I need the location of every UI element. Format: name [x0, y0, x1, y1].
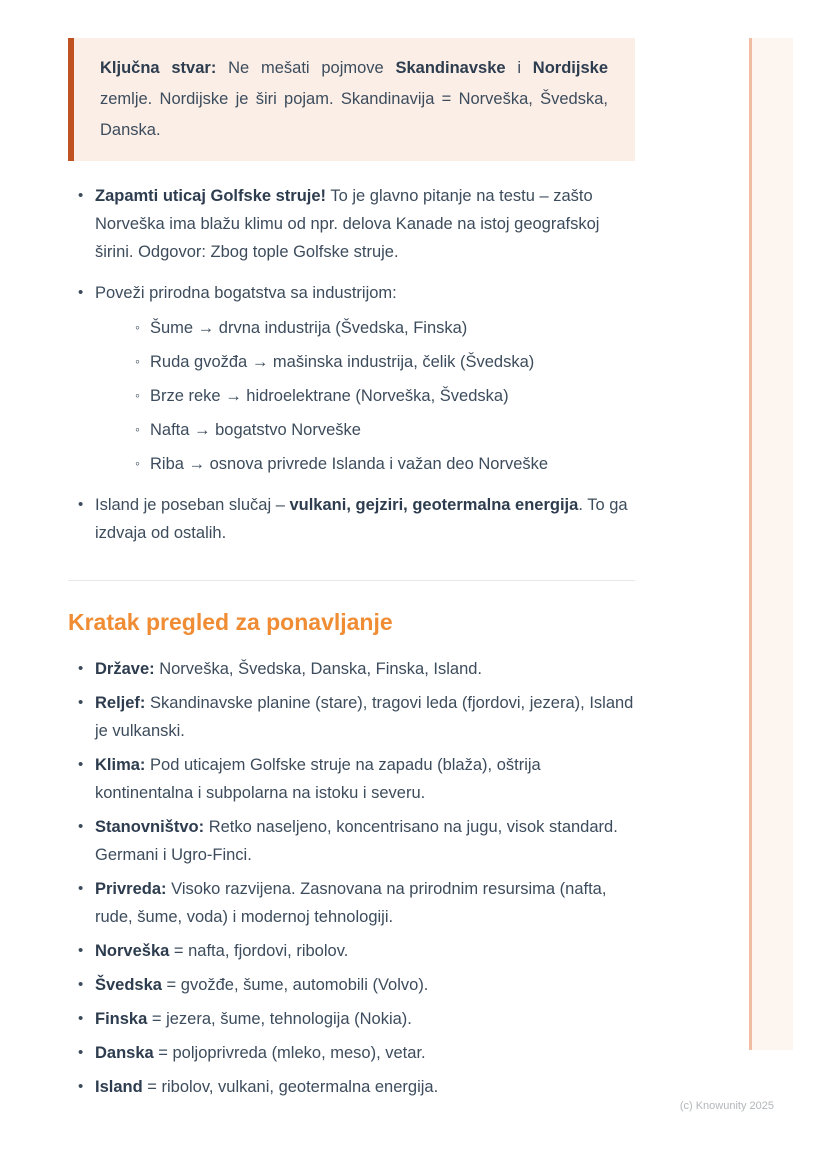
bullet-icon: • — [78, 942, 84, 959]
item-text: Retko naseljeno, koncentrisano na jugu, visok standard. Germani i Ugro-Finci. — [95, 818, 618, 864]
review-list — [68, 655, 635, 1101]
item-text: Skandinavske planine (stare), tragovi leda (fjordovi, jezera), Island je vulkanski. — [95, 694, 634, 740]
list-item — [68, 751, 635, 807]
decorative-stripe — [749, 38, 793, 1050]
bullet-icon: • — [78, 694, 84, 711]
callout-text-3: zemlje. Nordijske je širi pojam. Skandinavija = Norveška, Švedska, Danska. — [100, 90, 608, 139]
item-text: = poljoprivreda (mleko, meso), vetar. — [153, 1044, 426, 1062]
sublist-item — [95, 382, 635, 410]
sub-bullet-icon: ◦ — [135, 319, 140, 335]
bullet-icon: • — [78, 818, 84, 835]
list-item — [68, 875, 635, 931]
list-item — [68, 655, 635, 683]
list-item — [68, 813, 635, 869]
callout-label: Ključna stvar: — [100, 59, 217, 77]
item-bold: vulkani, gejziri, geotermalna energija — [289, 496, 579, 514]
notes-list — [68, 182, 635, 547]
list-item — [68, 937, 635, 965]
bullet-icon: • — [78, 976, 84, 993]
item-text: Visoko razvijena. Zasnovana na prirodnim resursima (nafta, rude, šume, voda) i modernoj tehnologiji. — [95, 880, 607, 926]
item-text: Pod uticajem Golfske struje na zapadu (blaža), oštrija kontinentalna i subpolarna na istoku i severu. — [95, 756, 541, 802]
page-content — [68, 38, 635, 1107]
list-item — [68, 279, 635, 478]
item-text: = ribolov, vulkani, geotermalna energija. — [142, 1078, 439, 1096]
bullet-icon: • — [78, 756, 84, 773]
list-item — [68, 491, 635, 547]
item-text: = jezera, šume, tehnologija (Nokia). — [147, 1010, 412, 1028]
subitem-text: Ruda gvožđa → mašinska industrija, čelik (Švedska) — [150, 353, 535, 371]
item-bold: Zapamti uticaj Golfske struje! — [95, 187, 327, 205]
item-label: Stanovništvo: — [95, 818, 205, 836]
item-label: Privreda: — [95, 880, 167, 898]
bullet-icon: • — [78, 496, 84, 513]
sub-bullet-icon: ◦ — [135, 353, 140, 369]
section-title: Kratak pregled za ponavljanje — [68, 609, 393, 635]
item-text: To je glavno pitanje na testu – zašto Norveška ima blažu klimu od npr. delova Kanade na istoj geografskoj širini. Odgovor: Zbog tople Golfske struje. — [95, 187, 600, 261]
bullet-icon: • — [78, 660, 84, 677]
item-label: Island — [95, 1078, 143, 1096]
list-item — [68, 1005, 635, 1033]
item-text: = nafta, fjordovi, ribolov. — [169, 942, 349, 960]
bullet-icon: • — [78, 187, 84, 204]
subitem-text: Brze reke → hidroelektrane (Norveška, Švedska) — [150, 387, 509, 405]
list-item — [68, 689, 635, 745]
bullet-icon: • — [78, 284, 84, 301]
item-text: = gvožđe, šume, automobili (Volvo). — [161, 976, 429, 994]
sub-bullet-icon: ◦ — [135, 455, 140, 471]
list-item — [68, 1039, 635, 1067]
section-divider — [68, 580, 635, 581]
subitem-text: Riba → osnova privrede Islanda i važan deo Norveške — [150, 455, 549, 473]
sub-bullet-icon: ◦ — [135, 387, 140, 403]
subitem-text: Šume → drvna industrija (Švedska, Finska) — [150, 319, 468, 337]
item-text: . To ga izdvaja od ostalih. — [95, 496, 628, 542]
list-item — [68, 1073, 635, 1101]
item-label: Norveška — [95, 942, 170, 960]
callout-bold-1: Skandinavske — [395, 59, 506, 77]
list-item — [68, 182, 635, 266]
callout-bold-2: Nordijske — [532, 59, 608, 77]
bullet-icon: • — [78, 1044, 84, 1061]
sub-bullet-icon: ◦ — [135, 421, 140, 437]
item-label: Finska — [95, 1010, 148, 1028]
item-text: Island je poseban slučaj – — [95, 496, 290, 514]
item-label: Švedska — [95, 976, 162, 994]
callout-text-2: i — [505, 59, 533, 77]
bullet-icon: • — [78, 1010, 84, 1027]
sublist-item — [95, 450, 635, 478]
bullet-icon: • — [78, 880, 84, 897]
item-label: Reljef: — [95, 694, 146, 712]
item-label: Danska — [95, 1044, 154, 1062]
sublist-item — [95, 314, 635, 342]
callout-text-1: Ne mešati pojmove — [216, 59, 396, 77]
item-text: Poveži prirodna bogatstva sa industrijom: — [95, 284, 397, 302]
item-label: Države: — [95, 660, 155, 678]
bullet-icon: • — [78, 1078, 84, 1095]
list-item — [68, 971, 635, 999]
copyright-text: (c) Knowunity 2025 — [679, 1100, 774, 1112]
resources-sublist — [95, 314, 635, 478]
item-text: Norveška, Švedska, Danska, Finska, Island. — [154, 660, 483, 678]
item-label: Klima: — [95, 756, 146, 774]
subitem-text: Nafta → bogatstvo Norveške — [150, 421, 361, 439]
key-point-callout — [68, 38, 635, 161]
sublist-item — [95, 416, 635, 444]
sublist-item — [95, 348, 635, 376]
